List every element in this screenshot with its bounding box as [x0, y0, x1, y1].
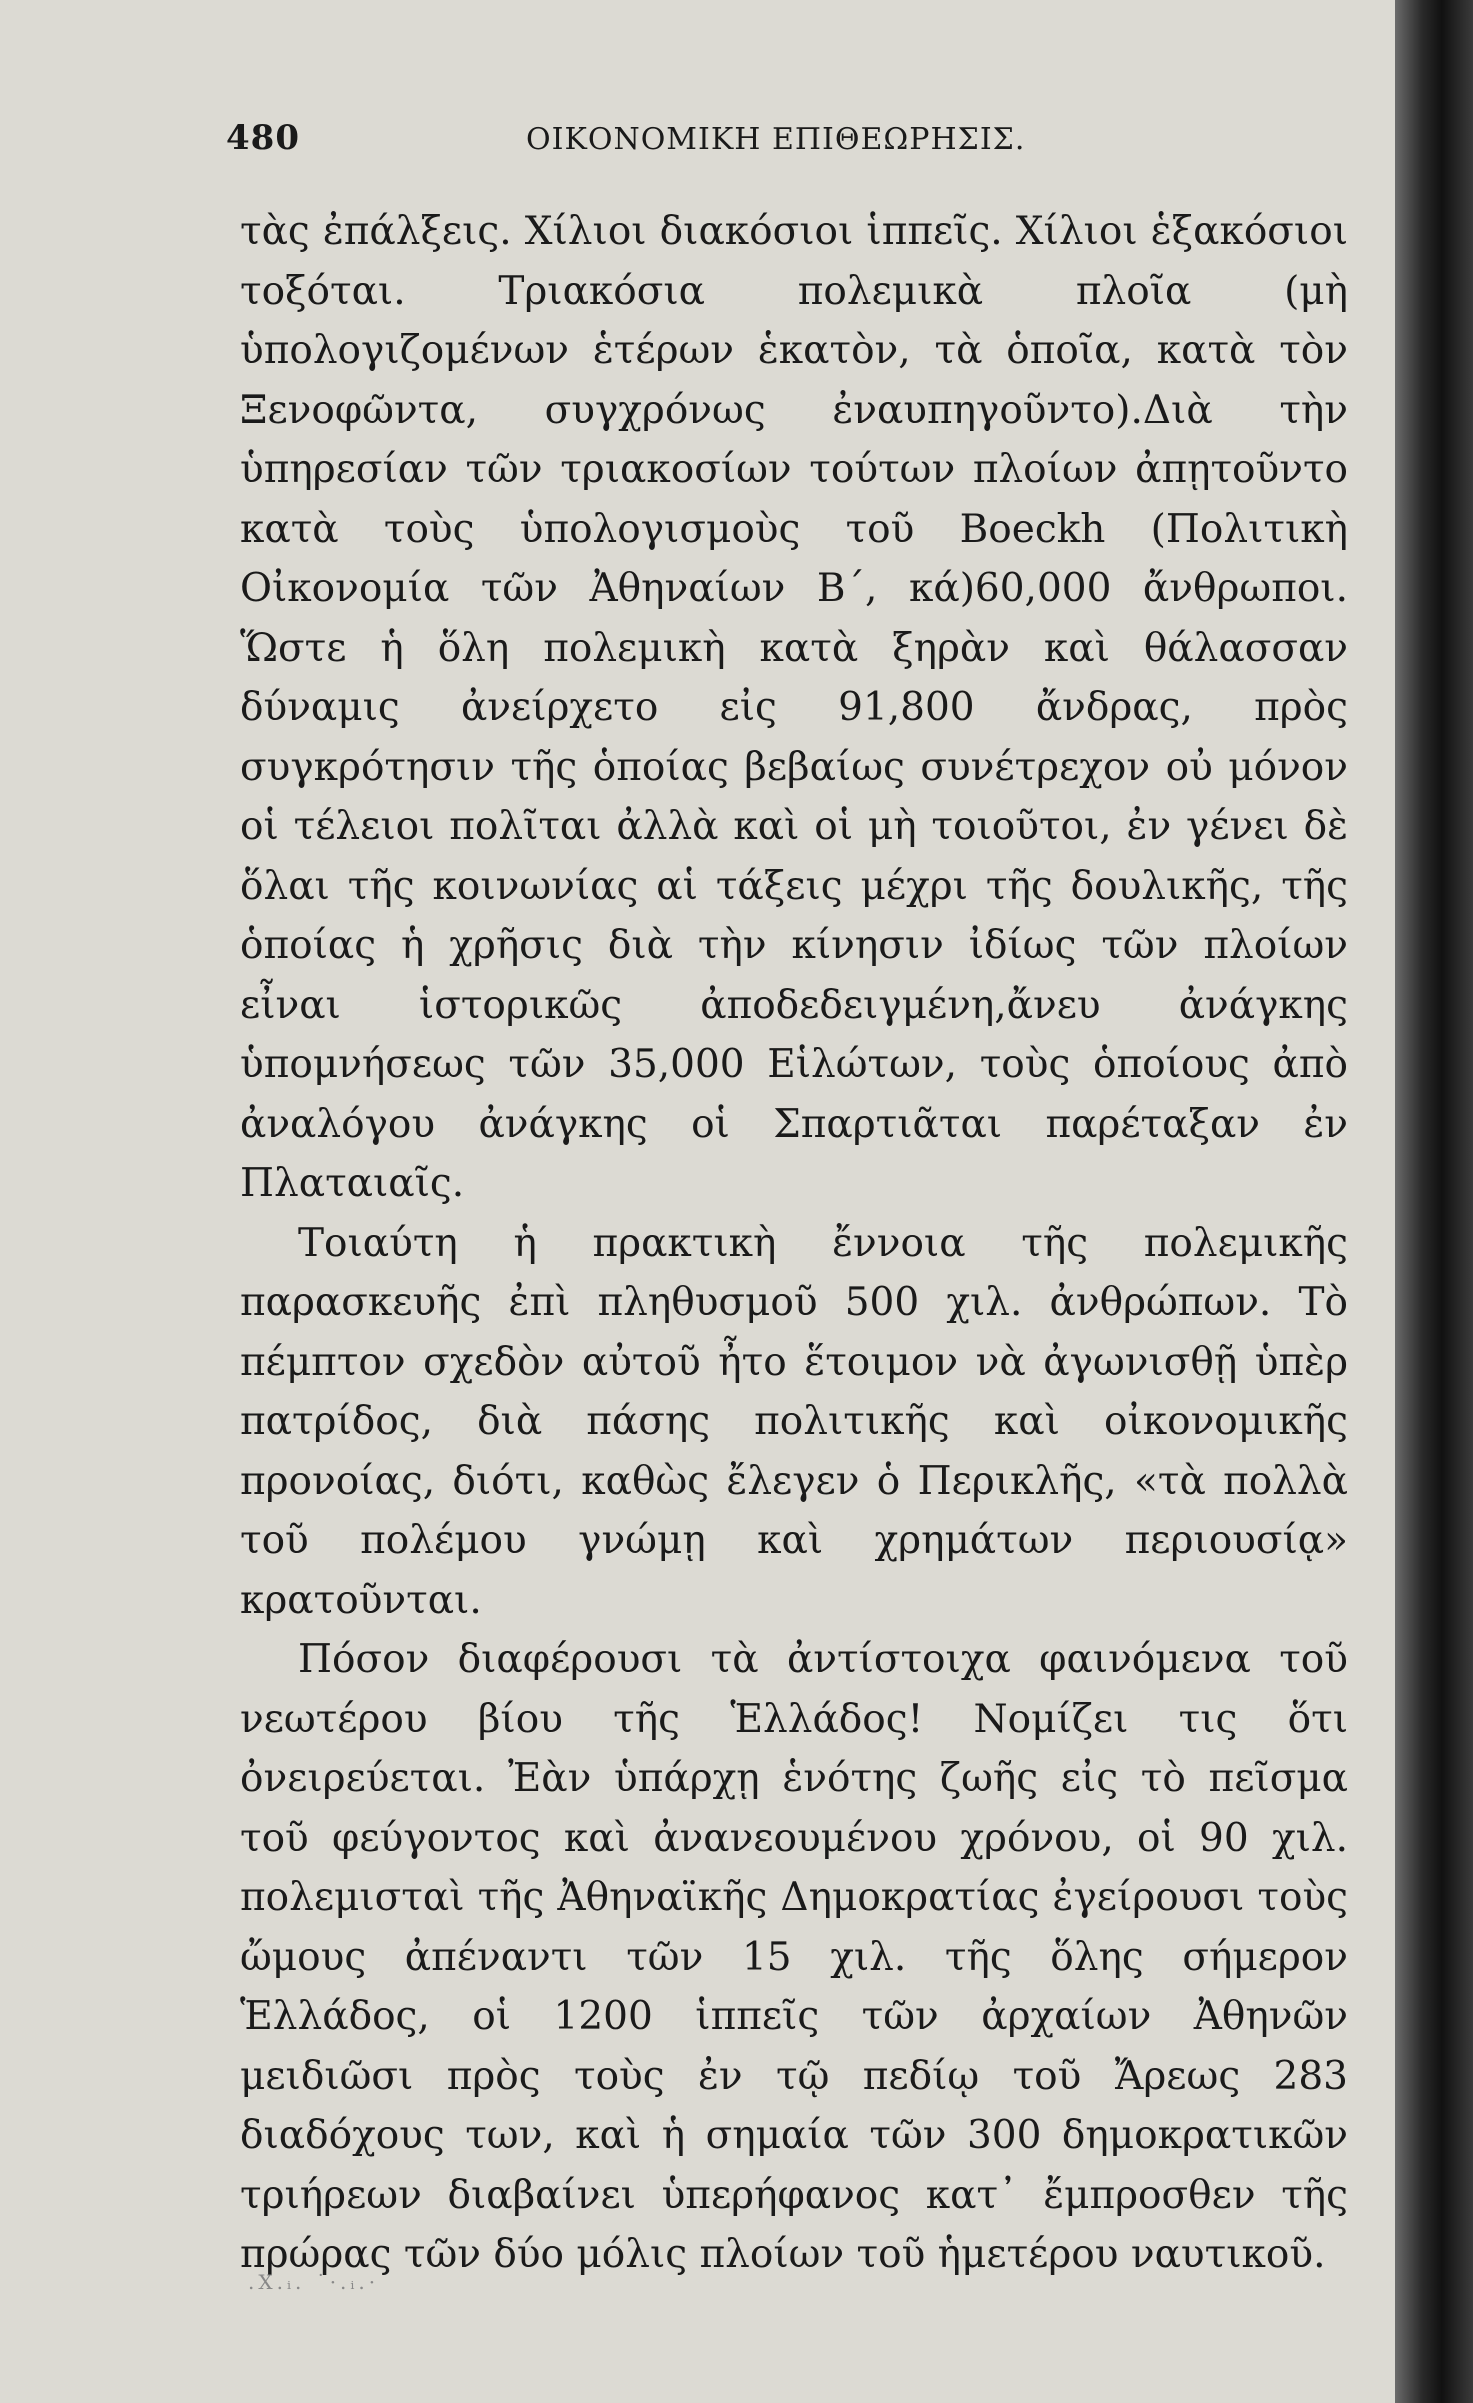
printer-mark: .Χ.ᵢ. ˙·.ᵢ.· — [248, 2270, 380, 2294]
page-number: 480 — [226, 118, 300, 158]
paragraph-3: Πόσον διαφέρουσι τὰ ἀντίστοιχα φαινόμενα τοῦ νεωτέρου βίου τῆς Ἑλλάδος! Νομίζει τις ὅτι ὀνειρεύεται. Ἐὰν ὑπάρχῃ ἑνότης ζωῆς εἰς τὸ πεῖσμα τοῦ φεύγοντος καὶ ἀνανεουμένου χρόνου, οἱ 90 χιλ. πολεμισταὶ τῆς Ἀθηναϊκῆς Δημοκρατίας ἐγείρουσι τοὺς ὤμους ἀπέναντι τῶν 15 χιλ. τῆς ὅλης σήμερον Ἑλλάδος, οἱ 1200 ἱππεῖς τῶν ἀρχαίων Ἀθηνῶν μειδιῶσι πρὸς τοὺς ἐν τῷ πεδίῳ τοῦ Ἄρεως 283 διαδόχους των, καὶ ἡ σημαία τῶν 300 δημοκρατικῶν τριήρεων διαβαίνει ὑπερήφανος κατ᾽ ἔμπροσθεν τῆς πρώρας τῶν δύο μόλις πλοίων τοῦ ἡμετέρου ναυτικοῦ. — [240, 1637, 1348, 2277]
paragraph-1: τὰς ἐπάλξεις. Χίλιοι διακόσιοι ἱππεῖς. Χίλιοι ἑξακόσιοι τοξόται. Τριακόσια πολεμικὰ πλοῖα (μὴ ὑπολογιζομένων ἑτέρων ἑκατὸν, τὰ ὁποῖα, κατὰ τὸν Ξενοφῶντα, συγχρόνως ἐναυπηγοῦντο).Διὰ τὴν ὑπηρεσίαν τῶν τριακοσίων τούτων πλοίων ἀπῃτοῦντο κατὰ τοὺς ὑπολογισμοὺς τοῦ Boeckh (Πολιτικὴ Οἰκονομία τῶν Ἀθηναίων Β΄, κά)60,000 ἄνθρωποι. Ὥστε ἡ ὅλη πολεμικὴ κατὰ ξηρὰν καὶ θάλασσαν δύναμις ἀνείρχετο εἰς 91,800 ἄνδρας, πρὸς συγκρότησιν τῆς ὁποίας βεβαίως συνέτρεχον οὐ μόνον οἱ τέλειοι πολῖται ἀλλὰ καὶ οἱ μὴ τοιοῦτοι, ἐν γένει δὲ ὅλαι τῆς κοινωνίας αἱ τάξεις μέχρι τῆς δουλικῆς, τῆς ὁποίας ἡ χρῆσις διὰ τὴν κίνησιν ἰδίως τῶν πλοίων εἶναι ἱστορικῶς ἀποδεδειγμένη,ἄνευ ἀνάγκης ὑπομνήσεως τῶν 35,000 Εἱλώτων, τοὺς ὁποίους ἀπὸ ἀναλόγου ἀνάγκης οἱ Σπαρτιᾶται παρέταξαν ἐν Πλαταιαῖς. — [240, 209, 1348, 1206]
page-header — [226, 118, 1346, 174]
body-text — [240, 202, 1348, 2285]
running-title: ΟΙΚΟΝΟΜΙΚΗ ΕΠΙΘΕΩΡΗΣΙΣ. — [526, 122, 1026, 157]
book-binding-edge — [1395, 0, 1473, 2403]
paragraph-2: Τοιαύτη ἡ πρακτικὴ ἔννοια τῆς πολεμικῆς παρασκευῆς ἐπὶ πληθυσμοῦ 500 χιλ. ἀνθρώπων. Τὸ πέμπτον σχεδὸν αὐτοῦ ἦτο ἕτοιμον νὰ ἀγωνισθῇ ὑπὲρ πατρίδος, διὰ πάσης πολιτικῆς καὶ οἰκονομικῆς προνοίας, διότι, καθὼς ἔλεγεν ὁ Περικλῆς, «τὰ πολλὰ τοῦ πολέμου γνώμῃ καὶ χρημάτων περιουσίᾳ» κρατοῦνται. — [240, 1220, 1348, 1623]
